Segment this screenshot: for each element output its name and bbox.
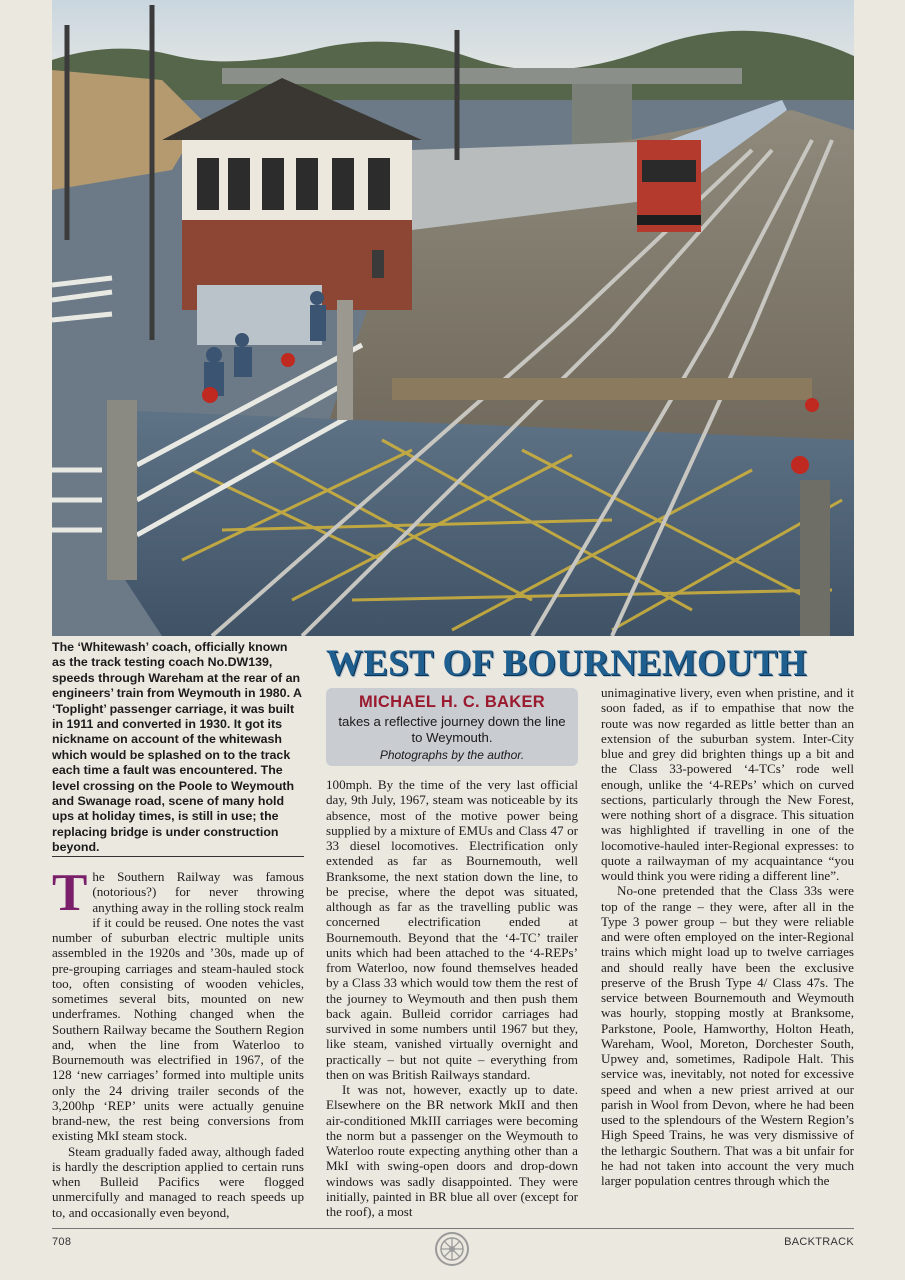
caption-divider [52,856,304,857]
footer-divider [52,1228,854,1229]
body-column-1 [52,869,304,1221]
byline-description: takes a reflective journey down the line to Weymouth. [338,714,566,745]
article-headline: WEST OF BOURNEMOUTH [326,643,807,684]
magazine-name: BACKTRACK [784,1236,854,1248]
body-column-3 [601,685,854,1221]
body-paragraph: 100mph. By the time of the very last official day, 9th July, 1967, steam was noticeable by its absence, most of the motive power being supplied by a mixture of EMUs and Class 47 or 33 diesel locomotives. Electrification only extended as far as Bournemouth, well Branksome, the next station down the line, to be precise, where the depot was situated, although as far as the travelling public was concerned electrification ended at Bournemouth. Beyond that the ‘4-TC’ trailer units which had been attached to the ‘4-REPs’ from Waterloo, now found themselves headed by a Class 33 which would tow them the rest of the journey to Weymouth and then push them back again. Bulleid corridor carriages had survived in some numbers until 1967 but they, like steam, vanished virtually overnight and practically – but not quite – everything from then on was British Railways standard. [326,777,578,1082]
signal-box [162,78,422,345]
author-name: MICHAEL H. C. BAKER [359,693,545,711]
photo-credit: Photographs by the author. [379,748,525,762]
body-paragraph: Steam gradually faded away, although faded is hardly the description applied to certain runs when Bulleid Pacifics were flogged unmercifully and managed to reach speeds up to, and occasionally even beyond, [52,1143,304,1220]
body-paragraph: It was not, however, exactly up to date. Elsewhere on the BR network MkII and then air-conditioned MkIII carriages were becoming the norm but a passenger on the Weymouth to Waterloo route expecting anything other than a MkI with swing-open doors and drop-down windows was sadly disappointed. They were initially, painted in BR blue all over (except for the roof), a most [326,1082,578,1219]
paragraph-text: he Southern Railway was famous (notorious?) for never throwing anything away in the rolling stock realm if it could be reused. One notes the vast number of suburban electric multiple units assembled in the 1920s and ’30s, made up of pre-grouping carriages and steam-hauled stock too, often consisting of wooden vehicles, sometimes several bits, mounted on new underframes. Nothing changed when the Southern Railway became the Southern Region and, when the line from Waterloo to Bournemouth was electrified in 1967, of the 128 ‘new carriages’ formed into multiple units only the 24 driving trailer seconds of the 3,200hp ‘REP’ units were actually genuine brand-new, the rest being conversions from existing MkI steam stock. [52,869,304,1144]
wheel-emblem-icon [434,1231,470,1267]
railway-photo [52,0,854,636]
body-column-2 [326,777,578,1221]
page-number: 708 [52,1236,72,1248]
body-paragraph [52,869,304,1144]
body-paragraph: No-one pretended that the Class 33s were top of the range – they were, after all in the Type 3 power group – but they were reliable and were often employed on the inter-Regional trains which might load up to twelve carriages and should really have been the exclusive preserve of the Brush Type 4/ Class 47s. The service between Bournemouth and Weymouth was hourly, stopping mostly at Branksome, Parkstone, Poole, Hamworthy, Holton Heath, Wareham, Wool, Moreton, Dorchester South, Upwey and, sometimes, Radipole Halt. This service was, inevitably, not noted for excessive speed and when a new priest arrived at our parish in Wool from Devon, where he had been used to the splendours of the Western Region’s High Speed Trains, he was very dismissive of the lethargic Southern. That was a bit unfair for he had not taken into account the very much larger population centres through which the [601,883,854,1188]
drop-cap: T [52,869,88,922]
level-crossing-scene [52,0,854,636]
photo-caption: The ‘Whitewash’ coach, officially known as the track testing coach No.DW139, speeds through Wareham at the rear of an engineers’ train from Weymouth in 1980. A ‘Toplight’ passenger carriage, it was built in 1911 and converted in 1930. It got its nickname on account of the whitewash which would be splashed on to the track each time a fault was encountered. The level crossing on the Poole to Weymouth and Swanage road, scene of many hold ups at holiday times, is still in use; the replacing bridge is under construction beyond. [52,640,302,855]
byline-box [326,688,578,766]
body-paragraph: unimaginative livery, even when pristine, and it soon faded, as if to empathise that now the route was now regarded as little better than an extension of the suburban system. Inter-City blue and grey did brighten things up a bit and the Class 33-powered ‘4-TCs’ rode well enough, unlike the ‘4-REPs’ which on curved sections, particularly through the New Forest, were nothing short of a disgrace. This situation was highlighted if travelling in one of the locomotive-hauled inter-Regional expresses: to quote a railwayman of my acquaintance “you would think you were riding a different line”. [601,685,854,883]
